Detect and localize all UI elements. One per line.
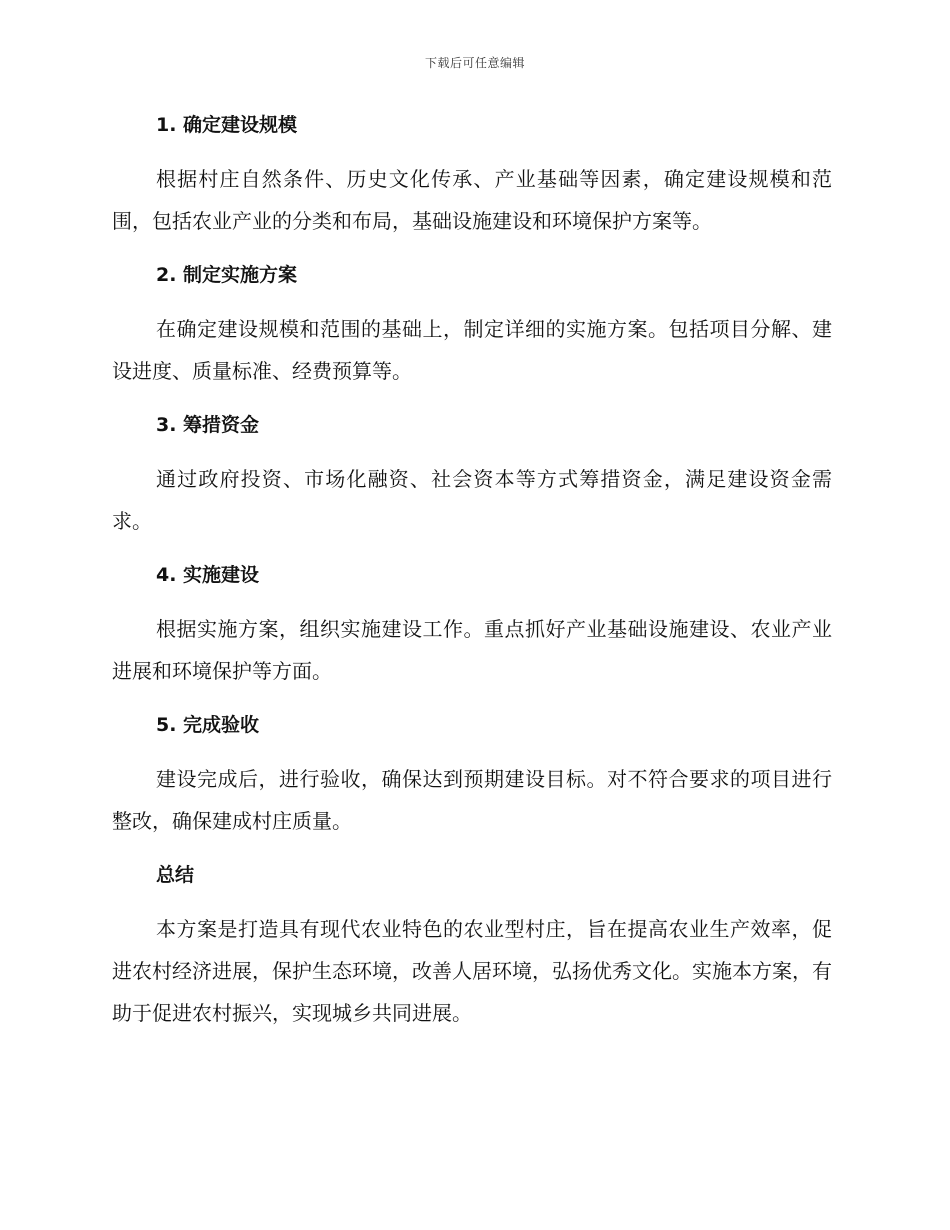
section-paragraph: 建设完成后，进行验收，确保达到预期建设目标。对不符合要求的项目进行整改，确保建成村庄质量。 — [112, 767, 832, 833]
document-body — [112, 110, 832, 1052]
section-implement-construction — [112, 560, 832, 692]
section-heading: 3. 筹措资金 — [156, 414, 260, 436]
page-header: 下载后可任意编辑 — [424, 56, 525, 70]
section-paragraph: 在确定建设规模和范围的基础上，制定详细的实施方案。包括项目分解、建设进度、质量标准、经费预算等。 — [112, 317, 832, 383]
section-implementation-plan — [112, 260, 832, 392]
section-heading: 总结 — [156, 864, 195, 886]
section-raise-funds — [112, 410, 832, 542]
section-heading: 5. 完成验收 — [156, 714, 260, 736]
section-summary — [112, 860, 832, 1034]
section-paragraph: 根据村庄自然条件、历史文化传承、产业基础等因素，确定建设规模和范围，包括农业产业的分类和布局，基础设施建设和环境保护方案等。 — [112, 167, 832, 233]
section-heading: 2. 制定实施方案 — [156, 264, 298, 286]
section-heading: 1. 确定建设规模 — [156, 114, 298, 136]
section-determine-scale — [112, 110, 832, 242]
section-paragraph: 本方案是打造具有现代农业特色的农业型村庄，旨在提高农业生产效率，促进农村经济进展，保护生态环境，改善人居环境，弘扬优秀文化。实施本方案，有助于促进农村振兴，实现城乡共同进展。 — [112, 917, 832, 1025]
section-acceptance — [112, 710, 832, 842]
section-heading: 4. 实施建设 — [156, 564, 260, 586]
section-paragraph: 根据实施方案，组织实施建设工作。重点抓好产业基础设施建设、农业产业进展和环境保护等方面。 — [112, 617, 832, 683]
section-paragraph: 通过政府投资、市场化融资、社会资本等方式筹措资金，满足建设资金需求。 — [112, 467, 832, 533]
